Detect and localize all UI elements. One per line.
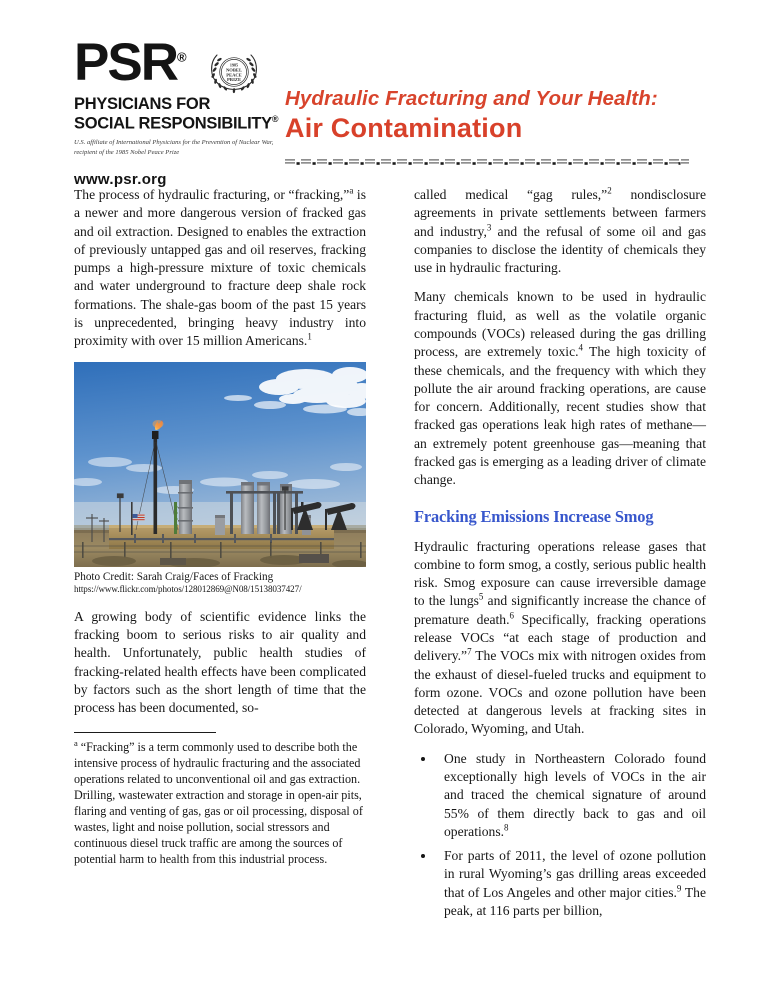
registered-trademark-icon: ® bbox=[176, 49, 187, 65]
right-paragraph-2-part-a: Many chemicals known to be used in hydraulic fracturing fluid, as well as the volatile organic compounds (VOCs) released during the gas drilling process, are extremely toxic. bbox=[414, 289, 706, 360]
right-paragraph-3-part-c: Specifically, fracking operations release VOCs “at each stage of production and delivery.” bbox=[414, 611, 707, 664]
psr-org-name-line2-wrap bbox=[74, 114, 304, 133]
citation-ref-7[interactable]: 7 bbox=[467, 646, 472, 657]
right-paragraph-3-part-a: Hydraulic fracturing operations release gases that combine to form smog, a costly, serious public health risk. Smog exposure can cause irreversible damage to the lungs bbox=[414, 538, 706, 609]
psr-logo-block bbox=[74, 33, 304, 189]
citation-ref-6[interactable]: 6 bbox=[509, 610, 514, 621]
right-paragraph-1-part-c: and the refusal of some oil and gas companies to disclose the identity of chemicals they use in hydraulic fracturing. bbox=[414, 223, 706, 276]
svg-text:PEACE: PEACE bbox=[226, 72, 242, 78]
list-item-text-a: One study in Northeastern Colorado found exceptionally high levels of VOCs in the air and traced the chemical signature of around 55% of them directly back to gas and oil operations. bbox=[444, 750, 706, 839]
right-paragraph-3-part-b: and significantly increase the chance of premature death. bbox=[414, 593, 706, 627]
seal-year: 1985 bbox=[229, 62, 239, 68]
photo-source-url[interactable]: https://www.flickr.com/photos/128012869@N08/15138037427/ bbox=[74, 583, 302, 594]
right-paragraph-1 bbox=[414, 186, 706, 277]
left-column bbox=[74, 186, 366, 867]
document-title: Air Contamination bbox=[285, 112, 523, 143]
bullet-list bbox=[414, 750, 706, 921]
title-divider-ornament bbox=[285, 155, 689, 166]
nobel-peace-prize-seal-icon bbox=[203, 42, 265, 104]
psr-org-name-line2: SOCIAL RESPONSIBILITY bbox=[74, 114, 272, 133]
registered-trademark-icon-2: ® bbox=[271, 114, 279, 125]
list-item-text-b: The peak, at 116 parts per billion, bbox=[444, 884, 706, 918]
svg-text:PRIZE: PRIZE bbox=[226, 77, 242, 83]
document-title-block bbox=[285, 88, 705, 166]
citation-ref-9[interactable]: 9 bbox=[676, 883, 682, 894]
citation-ref-8[interactable]: 8 bbox=[504, 822, 509, 833]
citation-ref-1[interactable]: 1 bbox=[307, 331, 312, 342]
right-column bbox=[414, 186, 706, 926]
citation-ref-3[interactable]: 3 bbox=[486, 222, 492, 233]
bullet-dot-icon bbox=[421, 757, 425, 761]
right-paragraph-3-part-d: The VOCs mix with nitrogen oxides from the exhaust of diesel-fueled trucks and equipment to form ozone. VOCs and ozone pollution have been detected at dangerous levels at fracking sites in Colorado, Wyoming, and Utah. bbox=[414, 648, 706, 737]
footnote-separator bbox=[74, 732, 216, 733]
right-paragraph-1-part-b: nondisclosure agreements in private settlements between farmers and industry, bbox=[414, 187, 706, 239]
left-paragraph-2: A growing body of scientific evidence links the fracking boom to serious risks to air quality and health. Unfortunately, public health studies of fracking-related health effects have been complicated by factors such as the short length of time that the process has been documented, so- bbox=[74, 608, 366, 716]
right-paragraph-2-part-b: The high toxicity of these chemicals, and the frequency with which they pollute the air around fracking operations, are cause for concern. Additionally, recent studies show that fracked gas operations leak high rates of methane—an extremely potent greenhouse gas—meaning that fracked gas is emerging as a leading driver of climate change. bbox=[414, 344, 706, 488]
bullet-dot-icon bbox=[421, 854, 425, 858]
right-paragraph-2 bbox=[414, 288, 706, 489]
right-paragraph-1-part-a: called medical “gag rules,” bbox=[414, 187, 608, 202]
right-paragraph-3 bbox=[414, 538, 706, 739]
citation-ref-5[interactable]: 5 bbox=[478, 591, 484, 602]
document-header bbox=[0, 0, 768, 189]
footnote-block bbox=[74, 739, 366, 868]
section-heading-fracking-emissions: Fracking Emissions Increase Smog bbox=[414, 506, 654, 526]
list-item bbox=[414, 750, 706, 841]
citation-ref-4[interactable]: 4 bbox=[578, 342, 583, 353]
footnote-text: “Fracking” is a term commonly used to describe both the intensive process of hydraulic fracturing and the associated operations related to unconventional oil and gas extraction. Drilling, wastewater extraction and storage in open-air pits, flaring and venting of gas, gas or oil processing, disposal of wastes, light and noise pollution, social stressors and continuous diesel truck traffic are among the sources of potential harm to health from this industrial process. bbox=[74, 739, 363, 867]
list-item bbox=[414, 847, 706, 920]
footnote-marker: a bbox=[74, 737, 78, 748]
left-paragraph-1-part-b: is a newer and more dangerous version of fracked gas and oil extraction. Designed to enables the extraction of previously untapped gas and oil reserves, fracking pumps a high-pressure mixture of toxic chemicals and water underground to fracture deep shale rock formations. The shale-gas boom of the past 15 years is unprecedented, bringing heavy industry into proximity with over 15 million Americans. bbox=[74, 187, 366, 349]
photo-figure bbox=[74, 362, 366, 595]
psr-affiliation-text: U.S. affiliate of International Physicians for the Prevention of Nuclear War, recipient of the 1985 Nobel Peace Prize bbox=[74, 139, 274, 156]
list-item-text-a: For parts of 2011, the level of ozone pollution in rural Wyoming’s gas drilling areas exceeded that of Los Angeles and other major cities. bbox=[444, 848, 706, 900]
psr-org-name-line1: PHYSICIANS FOR bbox=[74, 95, 211, 114]
fracking-site-photo bbox=[74, 362, 366, 567]
document-subtitle: Hydraulic Fracturing and Your Health: bbox=[285, 87, 658, 110]
left-paragraph-1 bbox=[74, 186, 366, 351]
svg-text:NOBEL: NOBEL bbox=[225, 67, 243, 73]
psr-wordmark-text: PSR bbox=[74, 33, 177, 92]
psr-org-name bbox=[74, 95, 304, 133]
citation-ref-2[interactable]: 2 bbox=[607, 185, 612, 196]
psr-website-url[interactable]: www.psr.org bbox=[74, 171, 167, 189]
left-paragraph-1-part-a: The process of hydraulic fracturing, or “fracking,” bbox=[74, 187, 350, 202]
footnote-ref-a[interactable]: a bbox=[349, 185, 354, 196]
photo-credit-text: Photo Credit: Sarah Craig/Faces of Fracking bbox=[74, 570, 274, 583]
psr-wordmark bbox=[74, 33, 187, 92]
